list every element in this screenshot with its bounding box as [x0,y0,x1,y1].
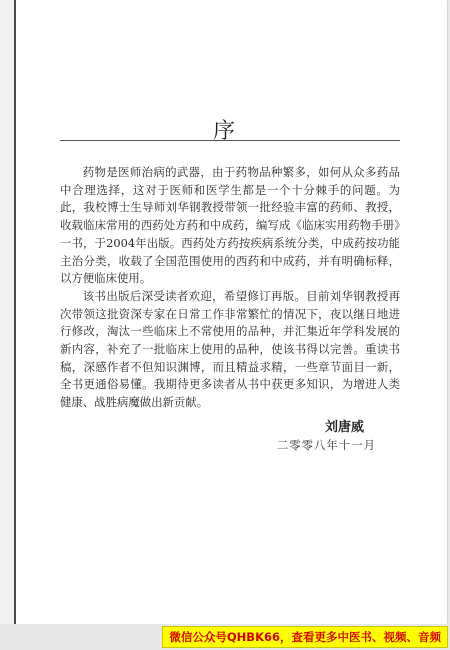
title-divider [60,140,400,141]
page-title: 序 [212,119,237,144]
paragraph-2: 该书出版后深受读者欢迎，希望修订再版。目前刘华钢教授再次带领这批资深专家在日常工作非常繁忙的情况下，夜以继日地进行修改，淘汰一些临床上不常使用的品种，并汇集近年学科发展的新内容，补充了一批临床上使用的品种，使该书得以完善。重读书稿，深感作者不但知识渊博，而且精益求精，一些章节面目一新，全书更通俗易懂。我期待更多读者从书中获更多知识，为增进人类健康、战胜病魔做出新贡献。 [60,288,400,410]
author-signature: 刘唐威 [324,420,364,435]
paragraph-1: 药物是医师治病的武器，由于药物品种繁多，如何从众多药品中合理选择，这对于医师和医学生都是一个十分棘手的问题。为此，我校博士生导师刘华钢教授带领一批经验丰富的药师、教授，收载临床常用的西药处方药和中成药，编写成《临床实用药物手册》一书，于2004年出版。西药处方药按疾病系统分类，中成药按功能主治分类，收载了全国范围使用的西药和中成药，并有明确标释，以方便临床使用。 [60,165,400,286]
watermark-banner: 微信公众号QHBK66，查看更多中医书、视频、音频 [162,626,448,648]
preface-body [60,164,400,412]
signature-date: 二零零八年十一月 [276,438,376,452]
